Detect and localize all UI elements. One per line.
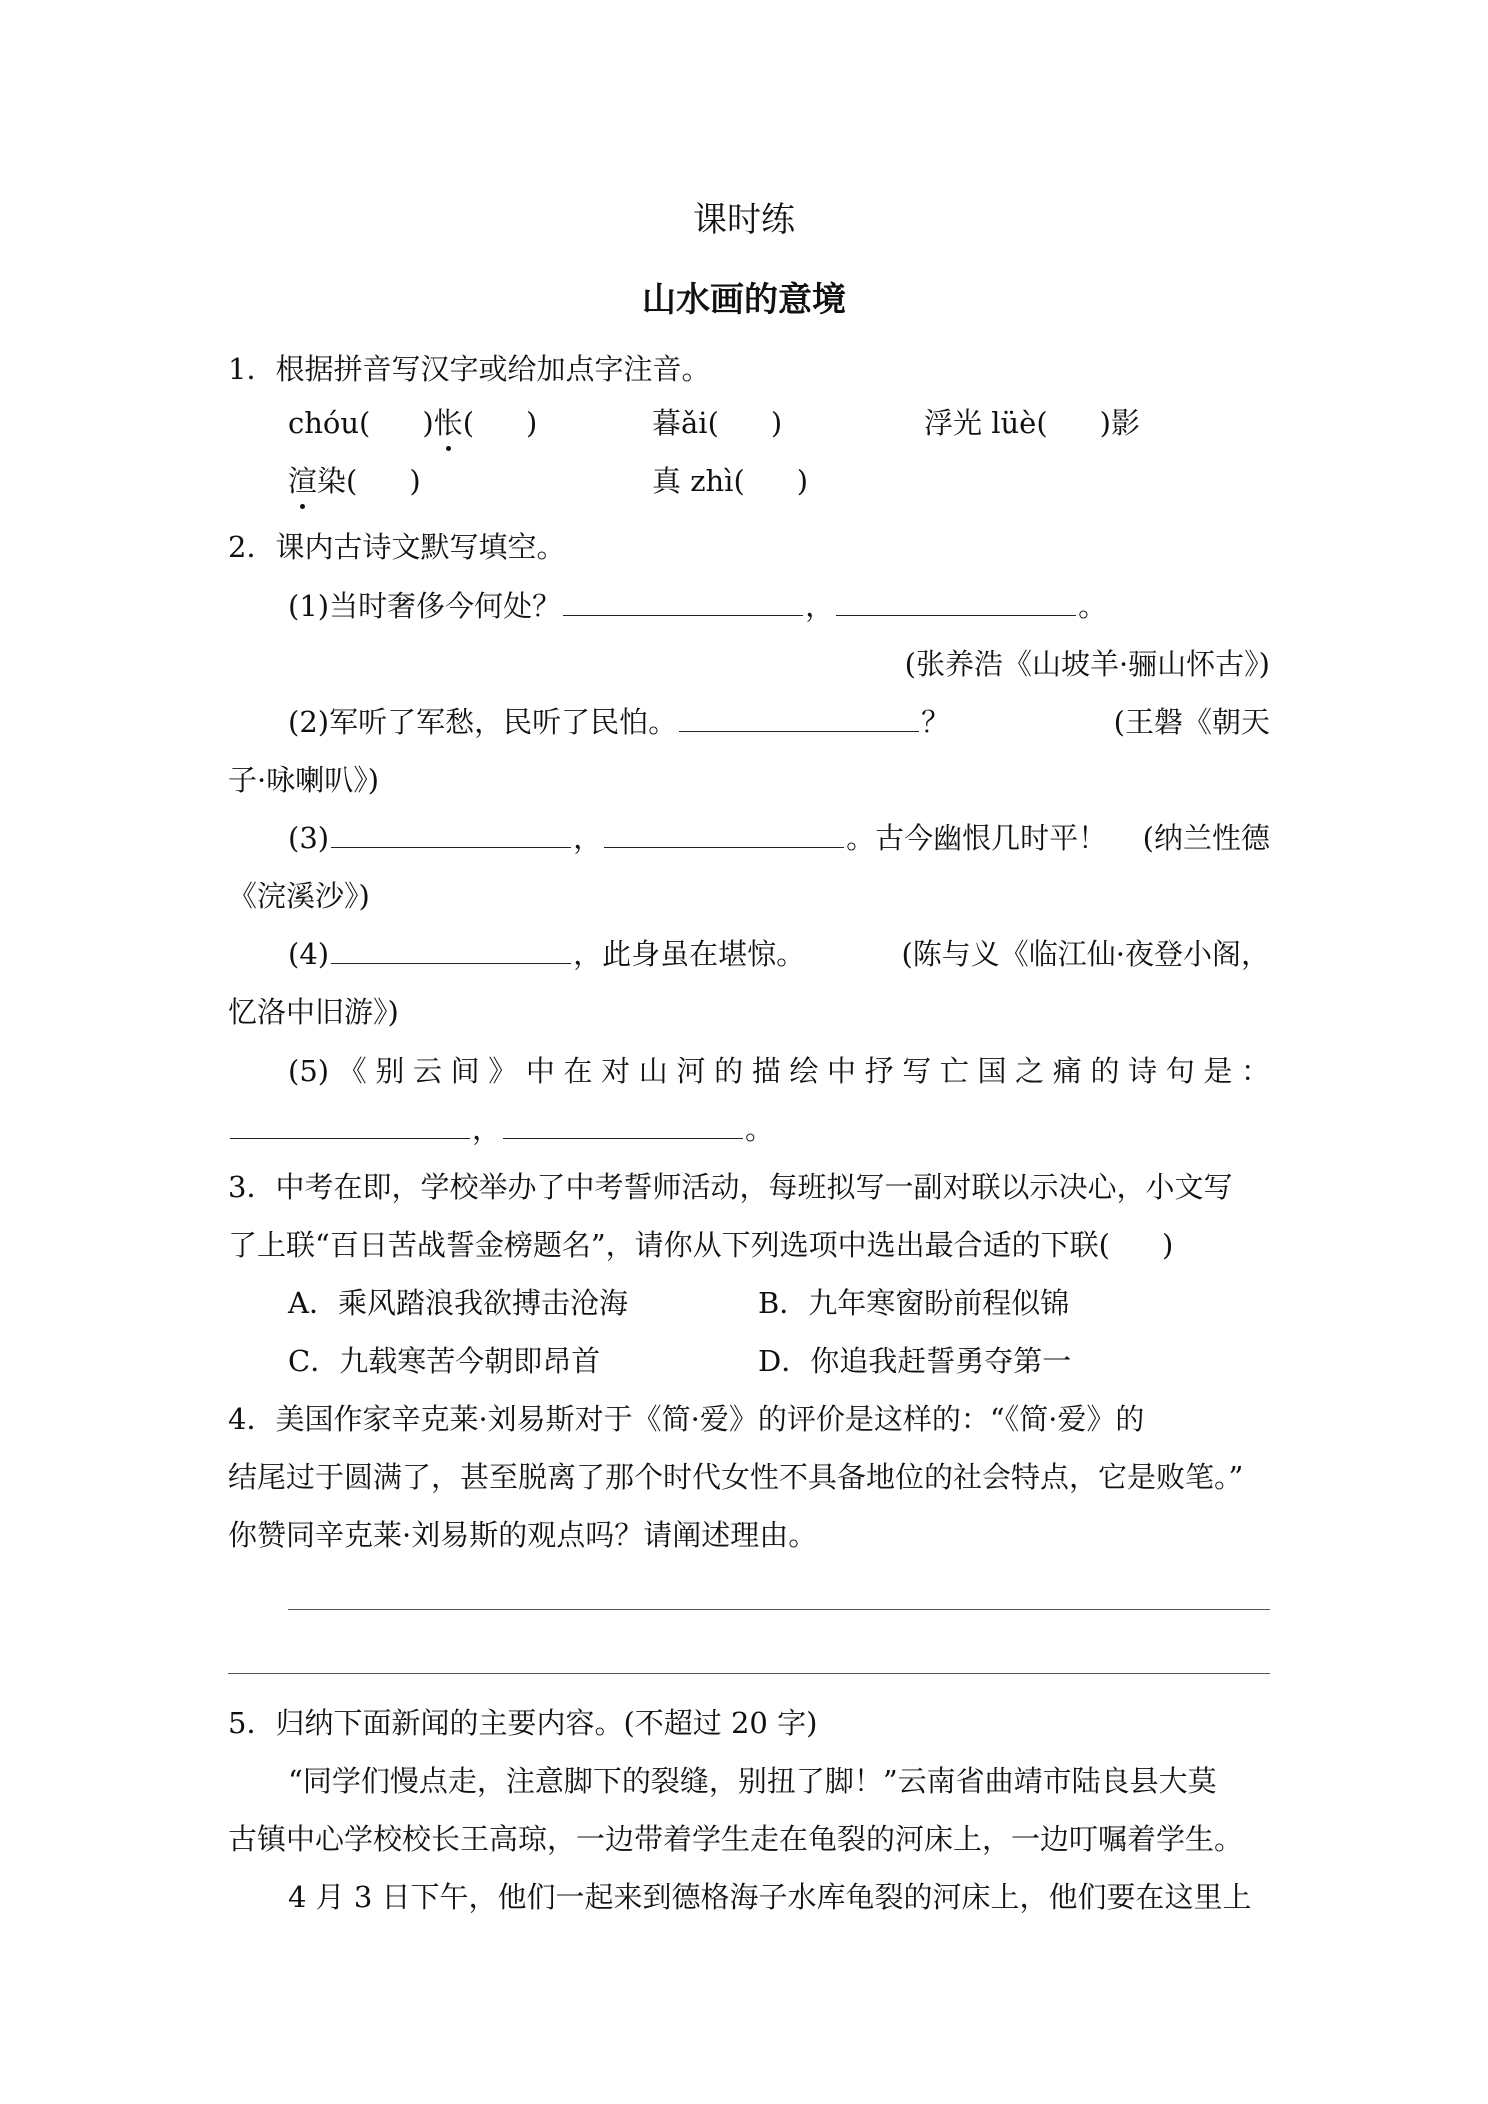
q5-para-1-b: 古镇中心学校校长王高琼，一边带着学生走在龟裂的河床上，一边叮嘱着学生。 xyxy=(228,1822,1244,1856)
emphasis-dot-char: 怅 xyxy=(434,403,463,443)
answer-line[interactable] xyxy=(288,1609,1270,1610)
q2-item-5-blanks: ， 。 xyxy=(228,1109,774,1149)
q2-item-3-source-b: 《浣溪沙》) xyxy=(228,879,370,913)
q5-para-1-a: “同学们慢点走，注意脚下的裂缝，别扭了脚！”云南省曲靖市陆良县大莫 xyxy=(288,1764,1217,1798)
q1-item-zhenzhi: 真 zhì( ) xyxy=(652,464,809,498)
q4-line-2: 结尾过于圆满了，甚至脱离了那个时代女性不具备地位的社会特点，它是败笔。” xyxy=(228,1460,1244,1494)
q5-para-2-a: 4 月 3 日下午，他们一起来到德格海子水库龟裂的河床上，他们要在这里上 xyxy=(288,1880,1252,1914)
fill-blank[interactable] xyxy=(836,587,1076,616)
lesson-title: 山水画的意境 xyxy=(642,280,846,320)
q1-item-lueying: 浮光 lüè( )影 xyxy=(924,406,1140,440)
fill-blank[interactable] xyxy=(503,1110,743,1139)
q1-prompt: 1．根据拼音写汉字或给加点字注音。 xyxy=(228,352,711,386)
fill-blank[interactable] xyxy=(563,587,803,616)
q2-item-4-source-b: 忆洛中旧游》) xyxy=(228,995,399,1029)
fill-blank[interactable] xyxy=(331,935,571,964)
page-title: 课时练 xyxy=(693,200,795,240)
q2-item-1: (1)当时奢侈今何处？ ， 。 xyxy=(288,589,1108,623)
q3-option-d[interactable]: D．你追我赶誓勇夺第一 xyxy=(758,1344,1072,1378)
q3-line-1: 3．中考在即，学校举办了中考誓师活动，每班拟写一副对联以示决心，小文写 xyxy=(228,1170,1233,1204)
answer-line[interactable] xyxy=(228,1673,1270,1674)
q2-prompt: 2．课内古诗文默写填空。 xyxy=(228,530,566,564)
q4-line-3: 你赞同辛克莱·刘易斯的观点吗？请阐述理由。 xyxy=(228,1518,818,1552)
q5-prompt: 5．归纳下面新闻的主要内容。(不超过 20 字) xyxy=(228,1706,818,1740)
fill-blank[interactable] xyxy=(679,703,919,732)
q3-line-2: 了上联“百日苦战誓金榜题名”，请你从下列选项中选出最合适的下联( ) xyxy=(228,1228,1174,1262)
q2-item-2-source-b: 子·咏喇叭》) xyxy=(228,763,380,797)
fill-blank[interactable] xyxy=(230,1110,470,1139)
q2-item-5: (5)《别云间》中在对山河的描绘中抒写亡国之痛的诗句是： xyxy=(288,1054,1270,1088)
q2-item-2-source-a: (王磐《朝天 xyxy=(1113,705,1270,739)
q1-item-chouchang: chóu( )怅( ) xyxy=(288,403,537,443)
q1-item-xuanran: 渲染( ) xyxy=(288,461,421,501)
q2-item-3: (3) ， 。古今幽恨几时平！ xyxy=(288,821,1108,855)
q3-option-a[interactable]: A．乘风踏浪我欲搏击沧海 xyxy=(288,1286,628,1320)
fill-blank[interactable] xyxy=(331,819,571,848)
q1-item-muai: 暮ǎi( ) xyxy=(652,406,783,440)
q4-line-1: 4．美国作家辛克莱·刘易斯对于《简·爱》的评价是这样的：“《简·爱》的 xyxy=(228,1402,1145,1436)
fill-blank[interactable] xyxy=(604,819,844,848)
q2-item-3-source-a: (纳兰性德 xyxy=(1142,821,1270,855)
q3-option-b[interactable]: B．九年寒窗盼前程似锦 xyxy=(758,1286,1070,1320)
q2-item-4-source-a: (陈与义《临江仙·夜登小阁， xyxy=(901,937,1270,971)
q2-item-4: (4) ，此身虽在堪惊。 xyxy=(288,937,806,971)
q3-option-c[interactable]: C．九载寒苦今朝即昂首 xyxy=(288,1344,601,1378)
q2-item-2: (2)军听了军愁，民听了民怕。 ？ xyxy=(288,705,951,739)
q2-item-1-source: (张养浩《山坡羊·骊山怀古》) xyxy=(904,647,1270,681)
emphasis-dot-char: 渲 xyxy=(288,461,317,501)
